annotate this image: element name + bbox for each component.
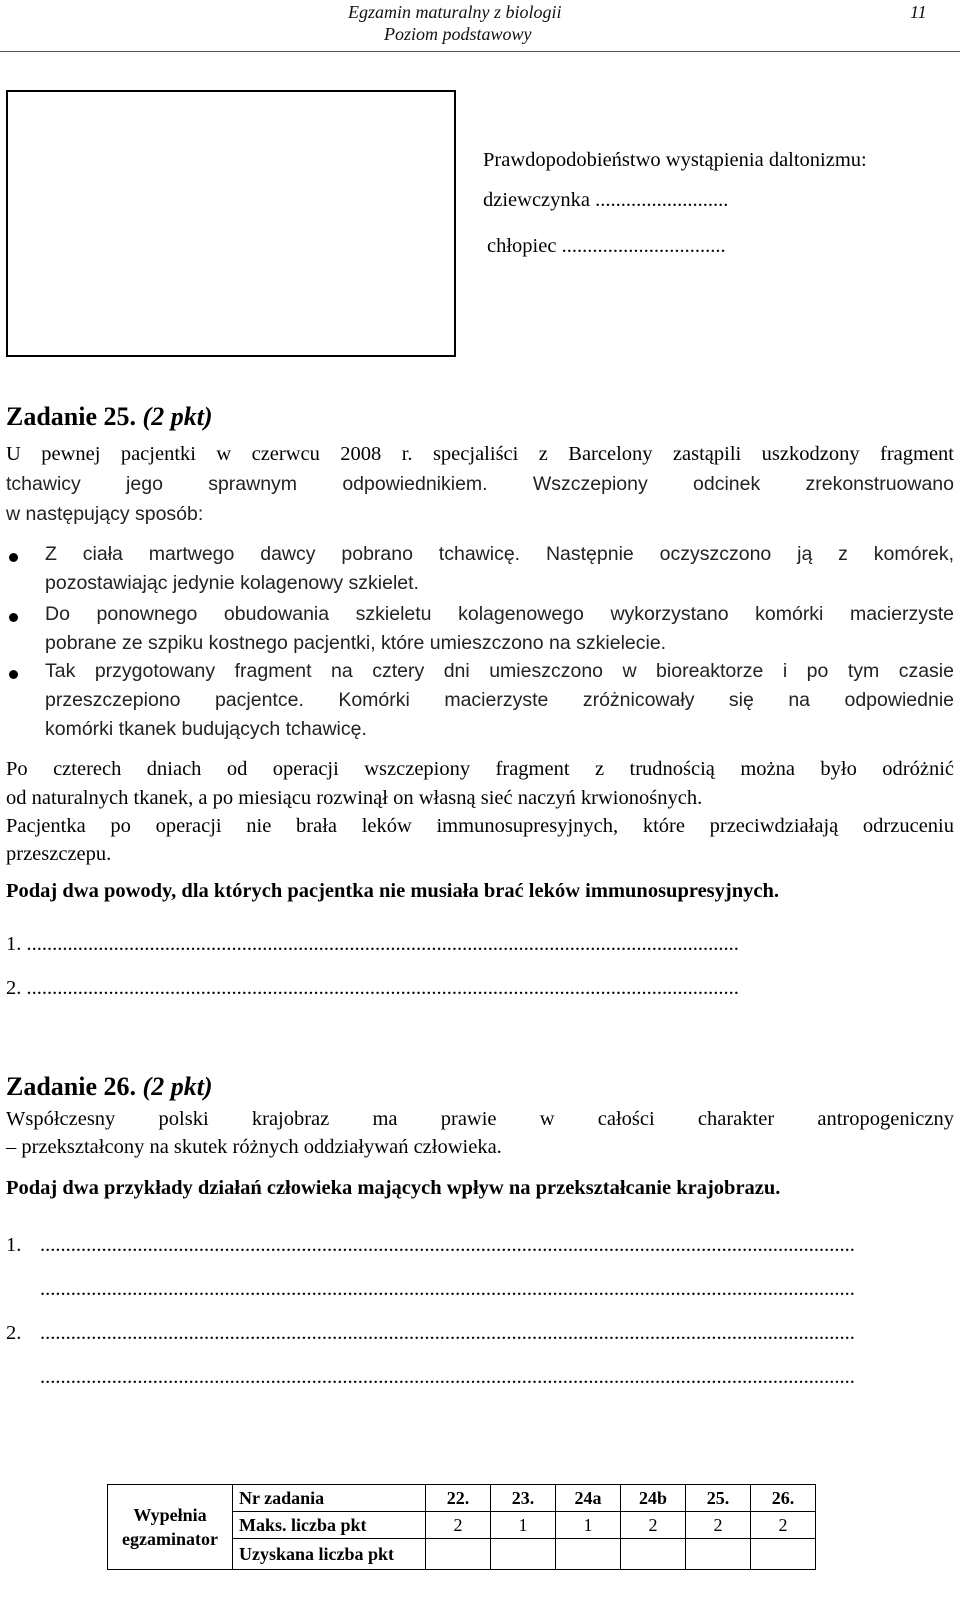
bullet-text: Z ciała martwego dawcy pobrano tchawicę. Następnie oczyszczono ją z komórek, — [45, 543, 954, 565]
task25-answer-2[interactable]: 2. ........................................................................................................................................... — [6, 977, 739, 999]
score-input-cell[interactable] — [751, 1539, 816, 1570]
task26-title: Zadanie 26. — [6, 1072, 137, 1101]
row-label: Maks. liczba pkt — [233, 1512, 426, 1539]
task25-paragraph-line: Po czterech dniach od operacji wszczepiony fragment z trudnością można było odróżnić — [6, 758, 954, 780]
task26-answer-1-line-2[interactable]: ............................................................................................................................................................... — [40, 1278, 855, 1300]
task-number-cell: 24b — [621, 1485, 686, 1512]
examiner-label: Wypełnia — [133, 1505, 207, 1525]
task26-answer-number: 2. — [6, 1322, 22, 1344]
max-points-cell: 1 — [491, 1512, 556, 1539]
table-row — [108, 1485, 816, 1512]
task26-answer-number: 1. — [6, 1234, 22, 1256]
task25-paragraph-line: od naturalnych tkanek, a po miesiącu rozwinął on własną sieć naczyń krwionośnych. — [6, 787, 703, 809]
task26-command: Podaj dwa przykłady działań człowieka mających wpływ na przekształcanie krajobrazu. — [6, 1177, 781, 1199]
bullet-text: Do ponownego obudowania szkieletu kolagenowego wykorzystano komórki macierzyste — [45, 603, 954, 625]
bullet-dot — [9, 553, 18, 562]
task-number-cell: 24a — [556, 1485, 621, 1512]
max-points-cell: 2 — [621, 1512, 686, 1539]
task25-paragraph-line: przeszczepu. — [6, 843, 112, 865]
task25-intro-line: w następujący sposób: — [6, 503, 204, 525]
task25-answer-1[interactable]: 1. ........................................................................................................................................... — [6, 933, 739, 955]
task-number-cell: 25. — [686, 1485, 751, 1512]
header-subtitle: Poziom podstawowy — [384, 24, 532, 44]
task25-intro-line: tchawicy jego sprawnym odpowiednikiem. Wszczepiony odcinek zrekonstruowano — [6, 473, 954, 495]
header-title: Egzamin maturalny z biologii — [348, 2, 562, 22]
max-points-cell: 2 — [751, 1512, 816, 1539]
task26-answer-1-line-1[interactable]: ............................................................................................................................................................... — [40, 1234, 855, 1256]
task26-intro-line: – przekształcony na skutek różnych oddziaływań człowieka. — [6, 1136, 502, 1158]
task26-points: (2 pkt) — [142, 1072, 213, 1101]
examiner-label: egzaminator — [122, 1529, 218, 1549]
header-rule — [0, 51, 960, 52]
grading-table — [107, 1484, 816, 1570]
task25-intro-line: U pewnej pacjentki w czerwcu 2008 r. specjaliści z Barcelony zastąpili uszkodzony fragment — [6, 443, 954, 465]
girl-probability-field[interactable]: dziewczynka .......................... — [483, 189, 729, 211]
daltonism-question: Prawdopodobieństwo wystąpienia daltonizmu: — [483, 149, 867, 171]
page-number: 11 — [910, 2, 927, 22]
task25-points: (2 pkt) — [142, 402, 213, 431]
task25-heading — [6, 402, 213, 432]
bullet-text: komórki tkanek budujących tchawicę. — [45, 718, 367, 740]
bullet-text: przeszczepiono pacjentce. Komórki macierzyste zróżnicowały się na odpowiednie — [45, 689, 954, 711]
score-input-cell[interactable] — [621, 1539, 686, 1570]
task26-intro-line: Współczesny polski krajobraz ma prawie w całości charakter antropogeniczny — [6, 1108, 954, 1130]
bullet-text: pobrane ze szpiku kostnego pacjentki, które umieszczono na szkielecie. — [45, 632, 667, 654]
examiner-label-cell — [108, 1485, 233, 1570]
bullet-dot — [9, 613, 18, 622]
task26-answer-2-line-1[interactable]: ............................................................................................................................................................... — [40, 1322, 855, 1344]
task25-paragraph-line: Pacjentka po operacji nie brała leków immunosupresyjnych, które przeciwdziałają odrzuceniu — [6, 815, 954, 837]
task26-heading — [6, 1072, 213, 1102]
task-number-cell: 23. — [491, 1485, 556, 1512]
bullet-dot — [9, 670, 18, 679]
row-label: Nr zadania — [233, 1485, 426, 1512]
max-points-cell: 2 — [426, 1512, 491, 1539]
task25-title: Zadanie 25. — [6, 402, 137, 431]
bullet-text: Tak przygotowany fragment na cztery dni umieszczono w bioreaktorze i po tym czasie — [45, 660, 954, 682]
row-label: Uzyskana liczba pkt — [233, 1539, 426, 1570]
bullet-text: pozostawiając jedynie kolagenowy szkielet. — [45, 572, 419, 594]
score-input-cell[interactable] — [686, 1539, 751, 1570]
score-input-cell[interactable] — [491, 1539, 556, 1570]
task-number-cell: 26. — [751, 1485, 816, 1512]
score-input-cell[interactable] — [556, 1539, 621, 1570]
score-input-cell[interactable] — [426, 1539, 491, 1570]
task25-command: Podaj dwa powody, dla których pacjentka nie musiała brać leków immunosupresyjnych. — [6, 880, 780, 902]
boy-probability-field[interactable]: chłopiec ................................ — [487, 235, 726, 257]
max-points-cell: 1 — [556, 1512, 621, 1539]
task-number-cell: 22. — [426, 1485, 491, 1512]
task26-answer-2-line-2[interactable]: ............................................................................................................................................................... — [40, 1366, 855, 1388]
max-points-cell: 2 — [686, 1512, 751, 1539]
pedigree-box — [6, 90, 456, 357]
